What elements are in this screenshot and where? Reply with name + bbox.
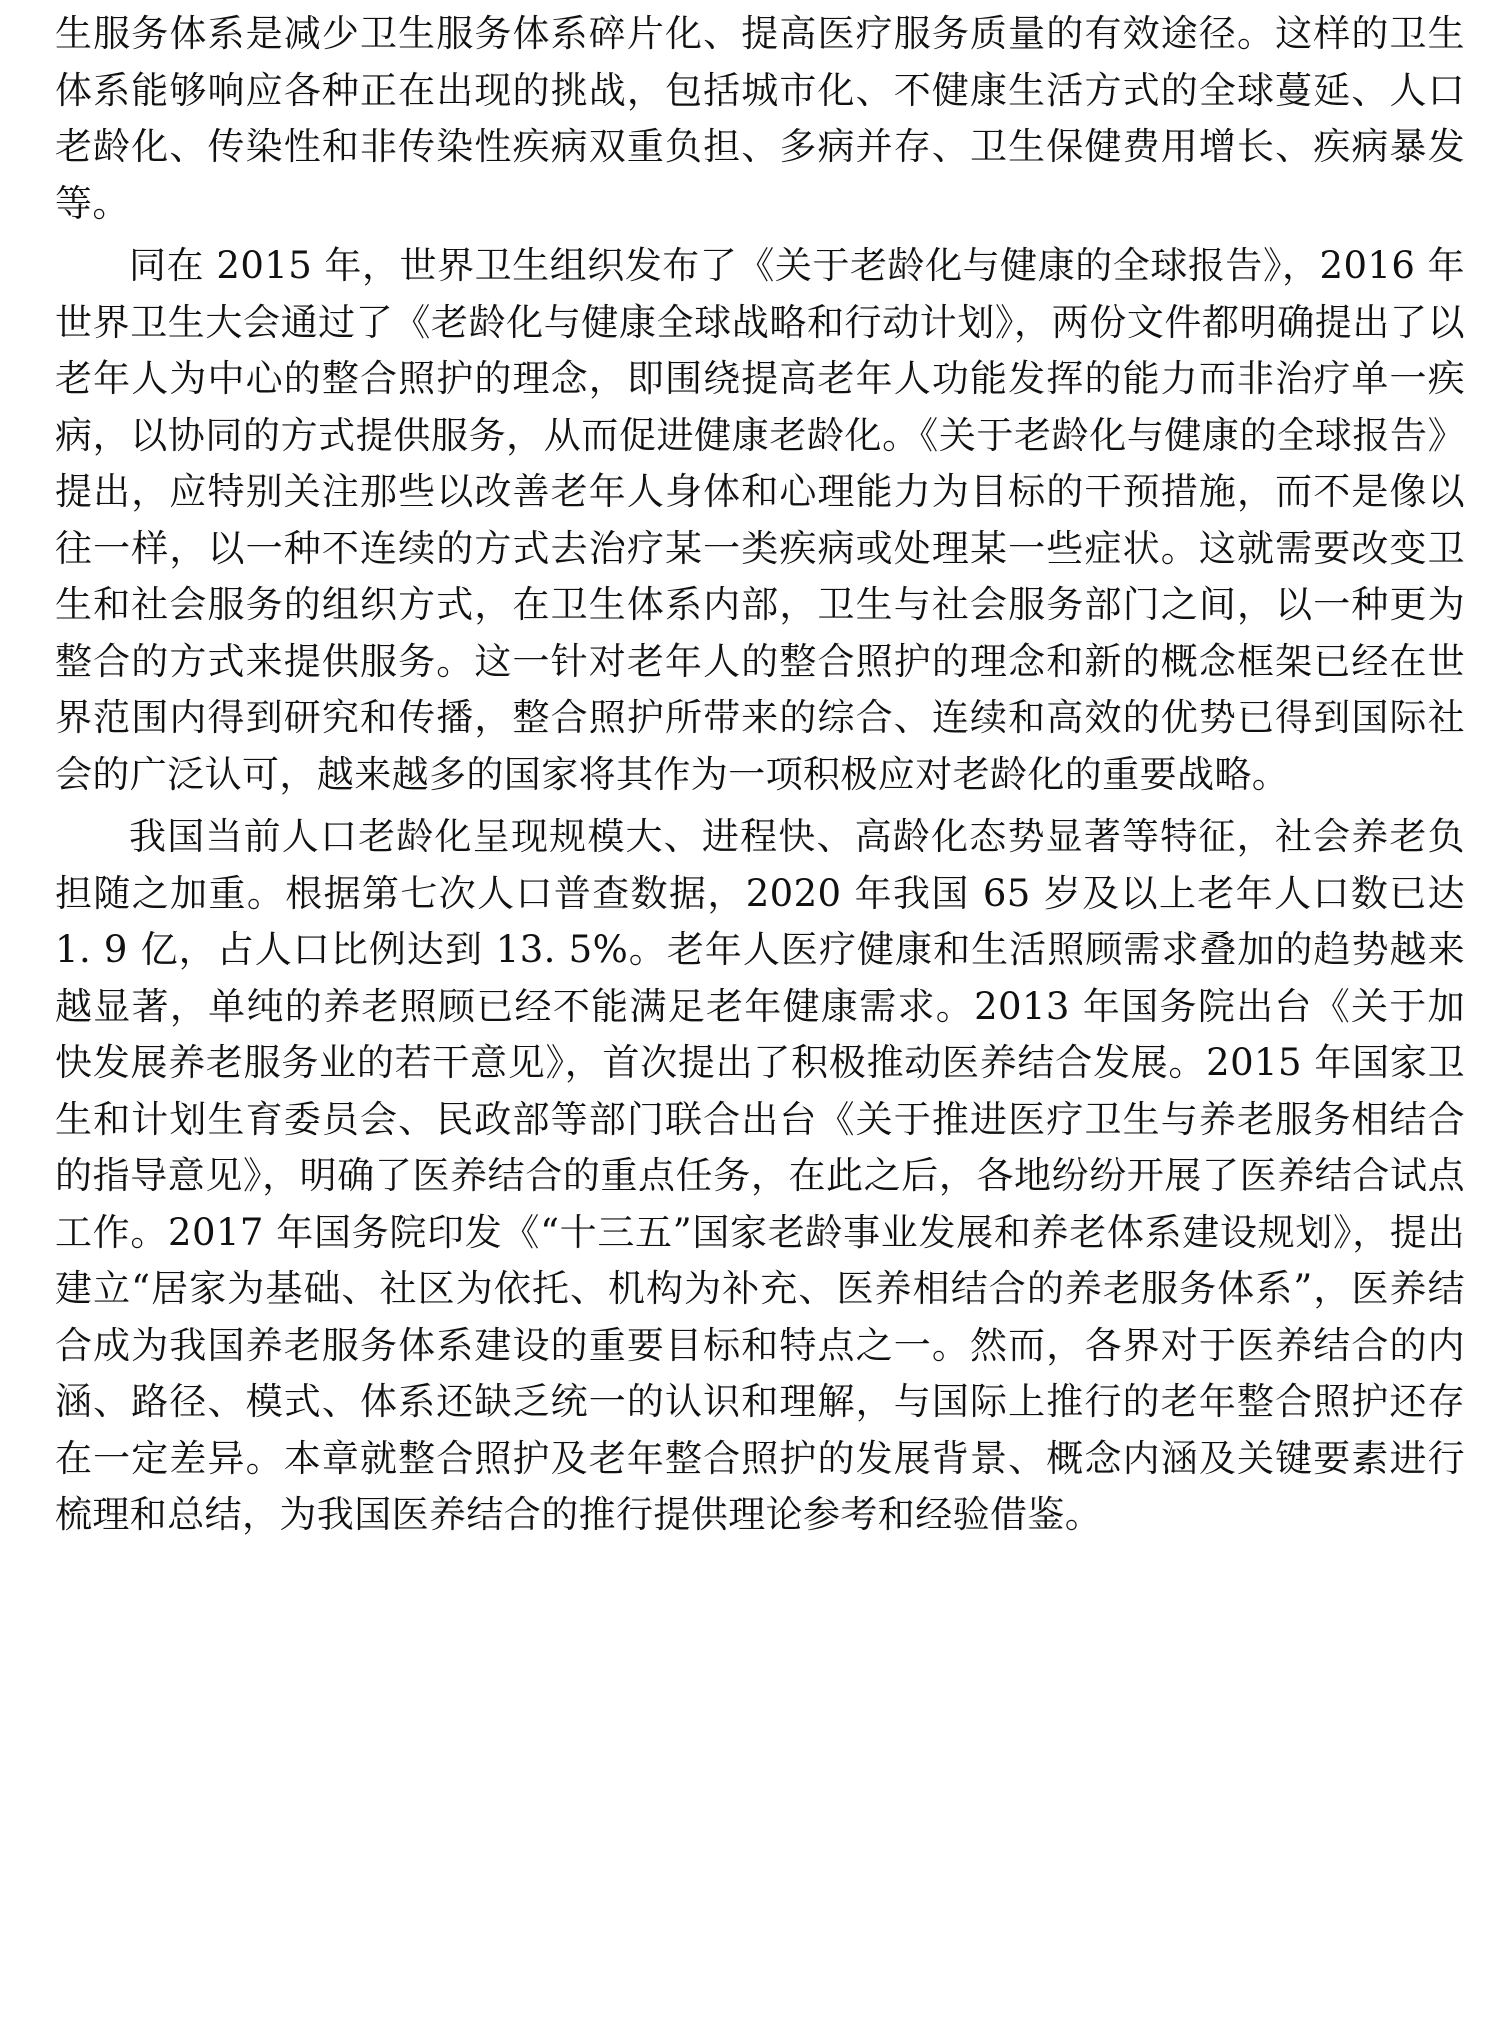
document-page <box>55 6 1465 1550</box>
paragraph-2: 同在 2015 年，世界卫生组织发布了《关于老龄化与健康的全球报告》，2016 年世界卫生大会通过了《老龄化与健康全球战略和行动计划》，两份文件都明确提出了以老年人为中心的整合照护的理念，即围绕提高老年人功能发挥的能力而非治疗单一疾病，以协同的方式提供服务，从而促进健康老龄化。《关于老龄化与健康的全球报告》提出，应特别关注那些以改善老年人身体和心理能力为目标的干预措施，而不是像以往一样，以一种不连续的方式去治疗某一类疾病或处理某一些症状。这就需要改变卫生和社会服务的组织方式，在卫生体系内部，卫生与社会服务部门之间，以一种更为整合的方式来提供服务。这一针对老年人的整合照护的理念和新的概念框架已经在世界范围内得到研究和传播，整合照护所带来的综合、连续和高效的优势已得到国际社会的广泛认可，越来越多的国家将其作为一项积极应对老龄化的重要战略。 <box>55 244 1465 796</box>
paragraph-3: 我国当前人口老龄化呈现规模大、进程快、高龄化态势显著等特征，社会养老负担随之加重。根据第七次人口普查数据，2020 年我国 65 岁及以上老年人口数已达 1. 9 亿，占人口比例达到 13. 5%。老年人医疗健康和生活照顾需求叠加的趋势越来越显著，单纯的养老照顾已经不能满足老年健康需求。2013 年国务院出台《关于加快发展养老服务业的若干意见》，首次提出了积极推动医养结合发展。2015 年国家卫生和计划生育委员会、民政部等部门联合出台《关于推进医疗卫生与养老服务相结合的指导意见》，明确了医养结合的重点任务，在此之后，各地纷纷开展了医养结合试点工作。2017 年国务院印发《“十三五”国家老龄事业发展和养老体系建设规划》，提出建立“居家为基础、社区为依托、机构为补充、医养相结合的养老服务体系”，医养结合成为我国养老服务体系建设的重要目标和特点之一。然而，各界对于医养结合的内涵、路径、模式、体系还缺乏统一的认识和理解，与国际上推行的老年整合照护还存在一定差异。本章就整合照护及老年整合照护的发展背景、概念内涵及关键要素进行梳理和总结，为我国医养结合的推行提供理论参考和经验借鉴。 <box>55 815 1465 1536</box>
paragraph-1: 生服务体系是减少卫生服务体系碎片化、提高医疗服务质量的有效途径。这样的卫生体系能够响应各种正在出现的挑战，包括城市化、不健康生活方式的全球蔓延、人口老龄化、传染性和非传染性疾病双重负担、多病并存、卫生保健费用增长、疾病暴发等。 <box>55 12 1465 225</box>
